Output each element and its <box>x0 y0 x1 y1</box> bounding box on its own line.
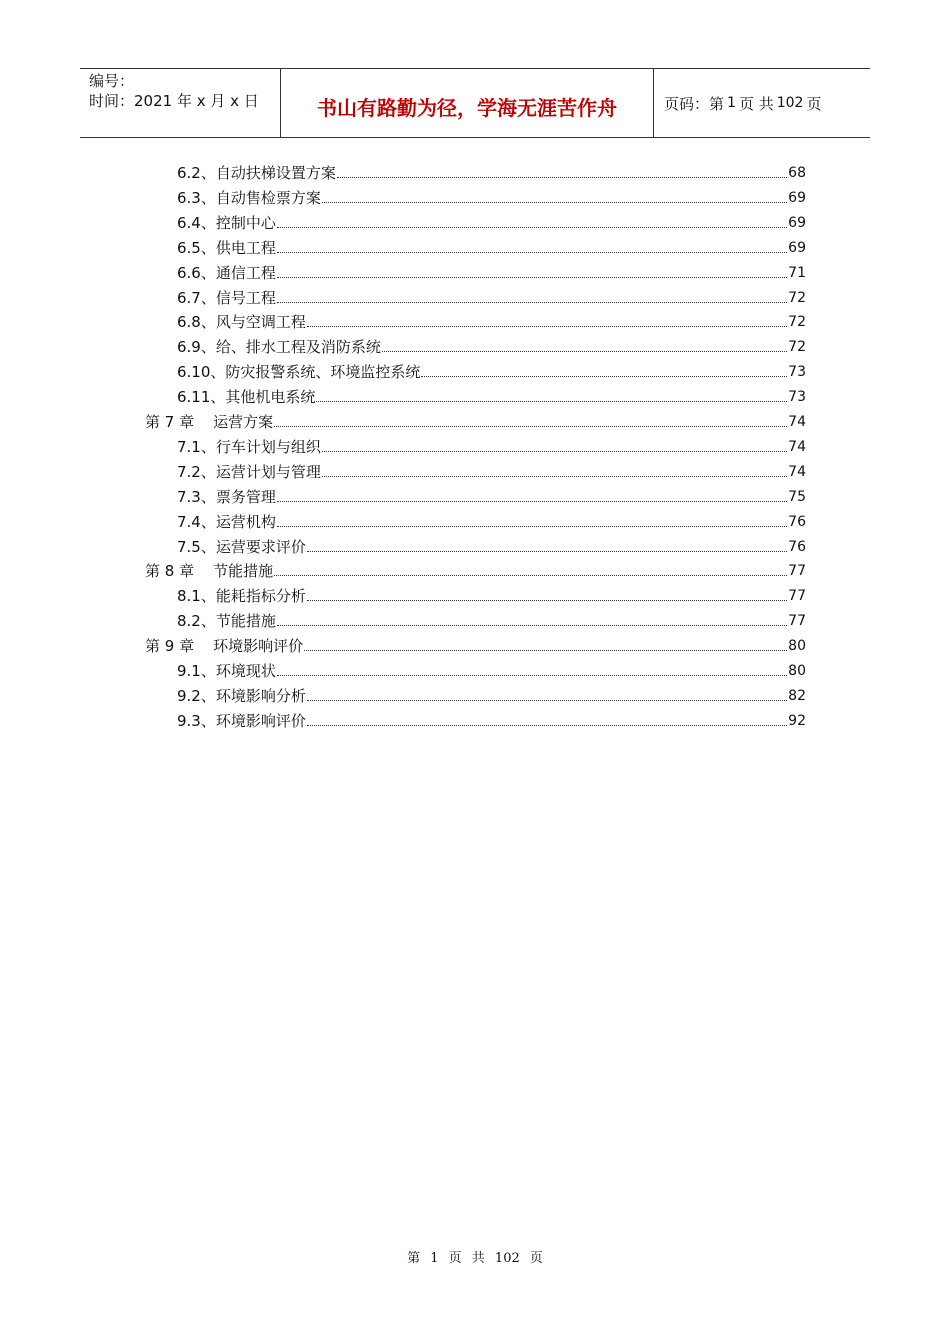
toc-leader-dots <box>322 201 787 203</box>
toc-leader-dots <box>277 525 787 527</box>
page-suffix: 页 <box>806 94 822 113</box>
toc-leader-dots <box>307 599 787 601</box>
toc-entry[interactable] <box>177 533 806 557</box>
toc-entry-page: 72 <box>788 339 806 356</box>
page-header <box>80 68 870 138</box>
toc-leader-dots <box>316 400 787 402</box>
toc-entry-page: 73 <box>788 389 806 406</box>
toc-entry-label: 第 7 章 运营方案 <box>145 413 274 431</box>
toc-entry-label: 7.5、运营要求评价 <box>177 537 306 556</box>
toc-entry-page: 69 <box>788 239 806 256</box>
toc-entry-page: 72 <box>788 289 806 306</box>
toc-entry[interactable] <box>177 159 806 183</box>
toc-leader-dots <box>277 251 787 253</box>
toc-entry[interactable] <box>177 259 806 283</box>
toc-entry[interactable] <box>145 632 806 656</box>
toc-entry[interactable] <box>177 458 806 482</box>
toc-leader-dots <box>322 450 787 452</box>
toc-leader-dots <box>304 649 787 651</box>
toc-entry-label: 6.10、防灾报警系统、环境监控系统 <box>177 363 421 382</box>
toc-entry[interactable] <box>177 333 806 357</box>
toc-entry-page: 73 <box>788 364 806 381</box>
header-meta <box>80 69 281 137</box>
toc-entry[interactable] <box>177 358 806 382</box>
toc-entry-label: 8.1、能耗指标分析 <box>177 587 306 606</box>
toc-leader-dots <box>307 724 787 726</box>
toc-leader-dots <box>322 475 787 477</box>
toc-leader-dots <box>307 325 787 327</box>
toc-entry-label: 6.2、自动扶梯设置方案 <box>177 164 336 182</box>
toc-entry[interactable] <box>177 483 806 507</box>
toc-leader-dots <box>277 500 787 502</box>
toc-entry-label: 第 8 章 节能措施 <box>145 562 274 581</box>
time-label: 时间：2021 年 x 月 x 日 <box>89 92 259 110</box>
toc-entry-label: 9.1、环境现状 <box>177 662 276 680</box>
toc-leader-dots <box>307 699 787 701</box>
page-total: 102 <box>776 95 804 111</box>
header-motto: 书山有路勤为径，学海无涯苦作舟 <box>281 69 654 137</box>
toc-entry[interactable] <box>177 234 806 258</box>
toc-entry-page: 77 <box>788 588 806 605</box>
toc-leader-dots <box>382 350 787 352</box>
toc-entry-page: 69 <box>788 214 806 231</box>
toc-entry-page: 80 <box>788 638 806 655</box>
toc-entry[interactable] <box>145 408 806 432</box>
toc-entry-label: 6.5、供电工程 <box>177 238 276 257</box>
toc-entry-page: 92 <box>788 712 806 729</box>
toc-entry-label: 7.1、行车计划与组织 <box>177 437 321 456</box>
toc-entry-page: 82 <box>788 687 806 704</box>
toc-entry-page: 74 <box>788 414 806 430</box>
toc-entry-label: 6.6、通信工程 <box>177 263 276 282</box>
toc-leader-dots <box>274 574 787 576</box>
toc-entry-page: 71 <box>788 264 806 281</box>
toc-entry[interactable] <box>177 657 806 681</box>
toc-entry-label: 6.8、风与空调工程 <box>177 313 306 332</box>
toc-leader-dots <box>337 176 787 178</box>
serial-label: 编号： <box>89 72 135 90</box>
toc-entry-page: 77 <box>788 613 806 630</box>
page-mid: 页 共 <box>738 94 774 113</box>
toc-entry-page: 76 <box>788 538 806 555</box>
toc-entry[interactable] <box>177 433 806 457</box>
toc-entry-page: 68 <box>788 165 806 181</box>
page-current: 1 <box>727 95 736 111</box>
toc-entry-label: 6.4、控制中心 <box>177 213 276 232</box>
toc-entry-page: 75 <box>788 488 806 505</box>
page-prefix: 页码：第 <box>664 94 725 113</box>
toc-entry[interactable] <box>145 557 806 581</box>
toc-entry[interactable] <box>177 308 806 332</box>
header-page-number <box>654 69 870 137</box>
toc-entry-label: 7.4、运营机构 <box>177 512 276 531</box>
toc-entry-label: 6.3、自动售检票方案 <box>177 188 321 207</box>
toc-leader-dots <box>307 550 787 552</box>
toc-entry-page: 74 <box>788 438 806 455</box>
toc-entry-label: 9.2、环境影响分析 <box>177 686 306 705</box>
toc-leader-dots <box>277 674 787 676</box>
toc-entry[interactable] <box>177 508 806 532</box>
toc-entry[interactable] <box>177 582 806 606</box>
toc-entry-label: 6.9、给、排水工程及消防系统 <box>177 338 381 357</box>
toc-entry-label: 6.7、信号工程 <box>177 288 276 307</box>
toc-entry-page: 76 <box>788 513 806 530</box>
toc-entry-page: 69 <box>788 189 806 206</box>
toc-leader-dots <box>277 301 787 303</box>
toc-entry[interactable] <box>177 607 806 631</box>
toc-entry-label: 第 9 章 环境影响评价 <box>145 637 304 656</box>
toc-leader-dots <box>421 375 787 377</box>
page-footer: 第 1 页 共 102 页 <box>407 1251 543 1266</box>
toc-leader-dots <box>274 425 787 427</box>
toc-leader-dots <box>277 226 787 228</box>
toc-entry-page: 74 <box>788 463 806 480</box>
toc-entry-label: 9.3、环境影响评价 <box>177 711 306 730</box>
toc-entry[interactable] <box>177 209 806 233</box>
toc-entry-label: 7.2、运营计划与管理 <box>177 462 321 481</box>
toc-entry-page: 72 <box>788 314 806 331</box>
toc-entry[interactable] <box>177 284 806 308</box>
toc-entry-page: 77 <box>788 563 806 580</box>
toc-entry[interactable] <box>177 184 806 208</box>
toc-entry[interactable] <box>177 682 806 706</box>
toc-leader-dots <box>277 276 787 278</box>
toc-entry-label: 6.11、其他机电系统 <box>177 388 316 407</box>
toc-entry-label: 7.3、票务管理 <box>177 487 276 506</box>
toc-entry-page: 80 <box>788 663 806 679</box>
toc-leader-dots <box>277 624 787 626</box>
toc-entry[interactable] <box>177 707 806 731</box>
toc-entry-label: 8.2、节能措施 <box>177 612 276 631</box>
toc-entry[interactable] <box>177 383 806 407</box>
